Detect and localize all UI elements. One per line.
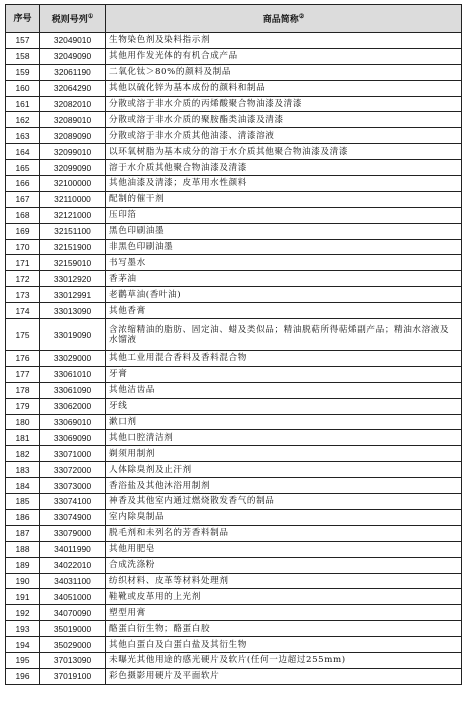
row-serial-number: 159 [6,64,40,80]
row-tariff-code: 35029000 [40,637,106,653]
row-serial-number: 160 [6,80,40,96]
row-product-name: 剃须用制剂 [106,446,462,462]
row-tariff-code: 33061090 [40,382,106,398]
table-row [6,191,462,207]
row-serial-number: 161 [6,96,40,112]
row-product-name: 其他油漆及清漆；皮革用水性颜料 [106,176,462,192]
row-tariff-code: 33079000 [40,525,106,541]
table-row [6,557,462,573]
table-row [6,541,462,557]
row-serial-number: 189 [6,557,40,573]
row-tariff-code: 33072000 [40,462,106,478]
table-row [6,509,462,525]
row-product-name: 其他白蛋白及白蛋白盐及其衍生物 [106,637,462,653]
table-row [6,446,462,462]
row-product-name: 香浴盐及其他沐浴用制剂 [106,478,462,494]
row-tariff-code: 33071000 [40,446,106,462]
row-tariff-code: 32099090 [40,160,106,176]
table-row [6,48,462,64]
table-row [6,430,462,446]
row-product-name: 人体除臭剂及止汗剂 [106,462,462,478]
table-row [6,351,462,367]
row-tariff-code: 34022010 [40,557,106,573]
table-row [6,144,462,160]
header-tariff-code-footnote: ① [87,13,94,20]
table-row [6,462,462,478]
row-product-name: 其他用肥皂 [106,541,462,557]
row-product-name: 合成洗涤粉 [106,557,462,573]
table-row [6,382,462,398]
row-product-name: 其他洁齿品 [106,382,462,398]
table-row [6,271,462,287]
table-header-row [6,5,462,33]
tariff-table-sheet [5,4,461,685]
row-serial-number: 176 [6,351,40,367]
row-tariff-code: 32049010 [40,33,106,49]
header-product-name [106,5,462,33]
table-row [6,255,462,271]
row-tariff-code: 32049090 [40,48,106,64]
row-serial-number: 179 [6,398,40,414]
row-serial-number: 195 [6,652,40,668]
row-tariff-code: 32089010 [40,112,106,128]
row-product-name: 书写墨水 [106,255,462,271]
row-serial-number: 172 [6,271,40,287]
row-serial-number: 173 [6,287,40,303]
table-row [6,494,462,510]
row-tariff-code: 32100000 [40,176,106,192]
table-row [6,573,462,589]
table-row [6,128,462,144]
row-product-name: 香茅油 [106,271,462,287]
row-serial-number: 166 [6,176,40,192]
table-row [6,96,462,112]
row-product-name: 纺织材料、皮革等材料处理剂 [106,573,462,589]
row-serial-number: 181 [6,430,40,446]
row-serial-number: 165 [6,160,40,176]
header-serial-number-label: 序号 [13,13,32,24]
table-row [6,319,462,351]
table-row [6,414,462,430]
row-tariff-code: 33012920 [40,271,106,287]
row-serial-number: 178 [6,382,40,398]
header-tariff-code [40,5,106,33]
row-tariff-code: 34051000 [40,589,106,605]
header-tariff-code-label: 税则号列 [51,15,88,25]
table-row [6,478,462,494]
row-tariff-code: 33019090 [40,319,106,351]
row-tariff-code: 32064290 [40,80,106,96]
row-tariff-code: 32159010 [40,255,106,271]
table-row [6,176,462,192]
row-serial-number: 175 [6,319,40,351]
row-tariff-code: 34070090 [40,605,106,621]
row-tariff-code: 34011990 [40,541,106,557]
table-row [6,33,462,49]
header-product-name-footnote: ② [298,13,305,20]
row-product-name: 彩色摄影用硬片及平面软片 [106,668,462,684]
row-serial-number: 174 [6,303,40,319]
table-row [6,589,462,605]
row-tariff-code: 33073000 [40,478,106,494]
table-row [6,398,462,414]
row-serial-number: 171 [6,255,40,271]
row-product-name: 生物染色剂及染料指示剂 [106,33,462,49]
row-product-name: 老鹳草油(香叶油) [106,287,462,303]
row-product-name: 配制的催干剂 [106,191,462,207]
table-row [6,605,462,621]
row-tariff-code: 33062000 [40,398,106,414]
row-serial-number: 192 [6,605,40,621]
table-row [6,239,462,255]
row-serial-number: 163 [6,128,40,144]
row-product-name: 二氧化钛＞80%的颜料及制品 [106,64,462,80]
row-tariff-code: 33012991 [40,287,106,303]
row-tariff-code: 32089090 [40,128,106,144]
table-row [6,287,462,303]
row-product-name: 塑型用膏 [106,605,462,621]
row-tariff-code: 32121000 [40,207,106,223]
row-tariff-code: 33074100 [40,494,106,510]
row-product-name: 其他口腔清洁剂 [106,430,462,446]
table-row [6,80,462,96]
header-serial-number [6,5,40,33]
row-product-name: 溶于水介质其他聚合物油漆及清漆 [106,160,462,176]
table-row [6,160,462,176]
table-row [6,366,462,382]
row-product-name: 室内除臭制品 [106,509,462,525]
row-serial-number: 186 [6,509,40,525]
row-tariff-code: 33069010 [40,414,106,430]
row-serial-number: 162 [6,112,40,128]
table-row [6,207,462,223]
row-product-name: 神香及其他室内通过燃烧散发香气的制品 [106,494,462,510]
row-product-name: 牙线 [106,398,462,414]
row-product-name: 漱口剂 [106,414,462,430]
row-tariff-code: 34031100 [40,573,106,589]
row-product-name: 其他工业用混合香料及香料混合物 [106,351,462,367]
table-row [6,112,462,128]
row-serial-number: 169 [6,223,40,239]
row-tariff-code: 33061010 [40,366,106,382]
row-tariff-code: 32082010 [40,96,106,112]
row-serial-number: 188 [6,541,40,557]
row-serial-number: 168 [6,207,40,223]
row-tariff-code: 33029000 [40,351,106,367]
row-tariff-code: 32110000 [40,191,106,207]
row-serial-number: 194 [6,637,40,653]
row-serial-number: 157 [6,33,40,49]
row-serial-number: 164 [6,144,40,160]
row-serial-number: 187 [6,525,40,541]
row-serial-number: 185 [6,494,40,510]
row-tariff-code: 32099010 [40,144,106,160]
table-row [6,652,462,668]
table-row [6,525,462,541]
row-product-name: 其他以硫化锌为基本成份的颜料和制品 [106,80,462,96]
row-product-name: 以环氧树脂为基本成分的溶于水介质其他聚合物油漆及清漆 [106,144,462,160]
row-serial-number: 196 [6,668,40,684]
row-product-name: 酪蛋白衍生物；酪蛋白胶 [106,621,462,637]
row-product-name: 分散或溶于非水介质的丙烯酸聚合物油漆及清漆 [106,96,462,112]
row-serial-number: 182 [6,446,40,462]
row-tariff-code: 32061190 [40,64,106,80]
table-row [6,64,462,80]
header-product-name-label: 商品简称 [262,15,299,25]
row-product-name: 未曝光其他用途的感光硬片及软片(任何一边超过255mm) [106,652,462,668]
row-tariff-code: 37013090 [40,652,106,668]
row-serial-number: 183 [6,462,40,478]
row-product-name: 分散或溶于非水介质的聚胺酯类油漆及清漆 [106,112,462,128]
row-tariff-code: 33013090 [40,303,106,319]
row-serial-number: 177 [6,366,40,382]
table-row [6,637,462,653]
tariff-table [5,4,462,685]
row-serial-number: 170 [6,239,40,255]
row-product-name: 黑色印刷油墨 [106,223,462,239]
row-serial-number: 184 [6,478,40,494]
row-product-name: 其他用作发光体的有机合成产品 [106,48,462,64]
row-product-name: 分散或溶于非水介质其他油漆、清漆溶液 [106,128,462,144]
row-product-name: 含浓缩精油的脂肪、固定油、蜡及类似品；精油脱萜所得萜烯副产品；精油水溶液及水馏液 [106,319,462,351]
row-product-name: 其他香膏 [106,303,462,319]
table-row [6,621,462,637]
table-row [6,303,462,319]
row-serial-number: 167 [6,191,40,207]
row-tariff-code: 33069090 [40,430,106,446]
row-tariff-code: 33074900 [40,509,106,525]
row-product-name: 鞋靴或皮革用的上光剂 [106,589,462,605]
row-tariff-code: 32151100 [40,223,106,239]
row-tariff-code: 35019000 [40,621,106,637]
row-serial-number: 191 [6,589,40,605]
row-serial-number: 180 [6,414,40,430]
row-serial-number: 190 [6,573,40,589]
row-tariff-code: 37019100 [40,668,106,684]
table-body [6,33,462,685]
table-row [6,668,462,684]
row-serial-number: 193 [6,621,40,637]
row-product-name: 压印箔 [106,207,462,223]
table-row [6,223,462,239]
row-product-name: 脱毛剂和未列名的芳香料制品 [106,525,462,541]
row-product-name: 非黑色印刷油墨 [106,239,462,255]
row-product-name: 牙膏 [106,366,462,382]
row-tariff-code: 32151900 [40,239,106,255]
row-serial-number: 158 [6,48,40,64]
